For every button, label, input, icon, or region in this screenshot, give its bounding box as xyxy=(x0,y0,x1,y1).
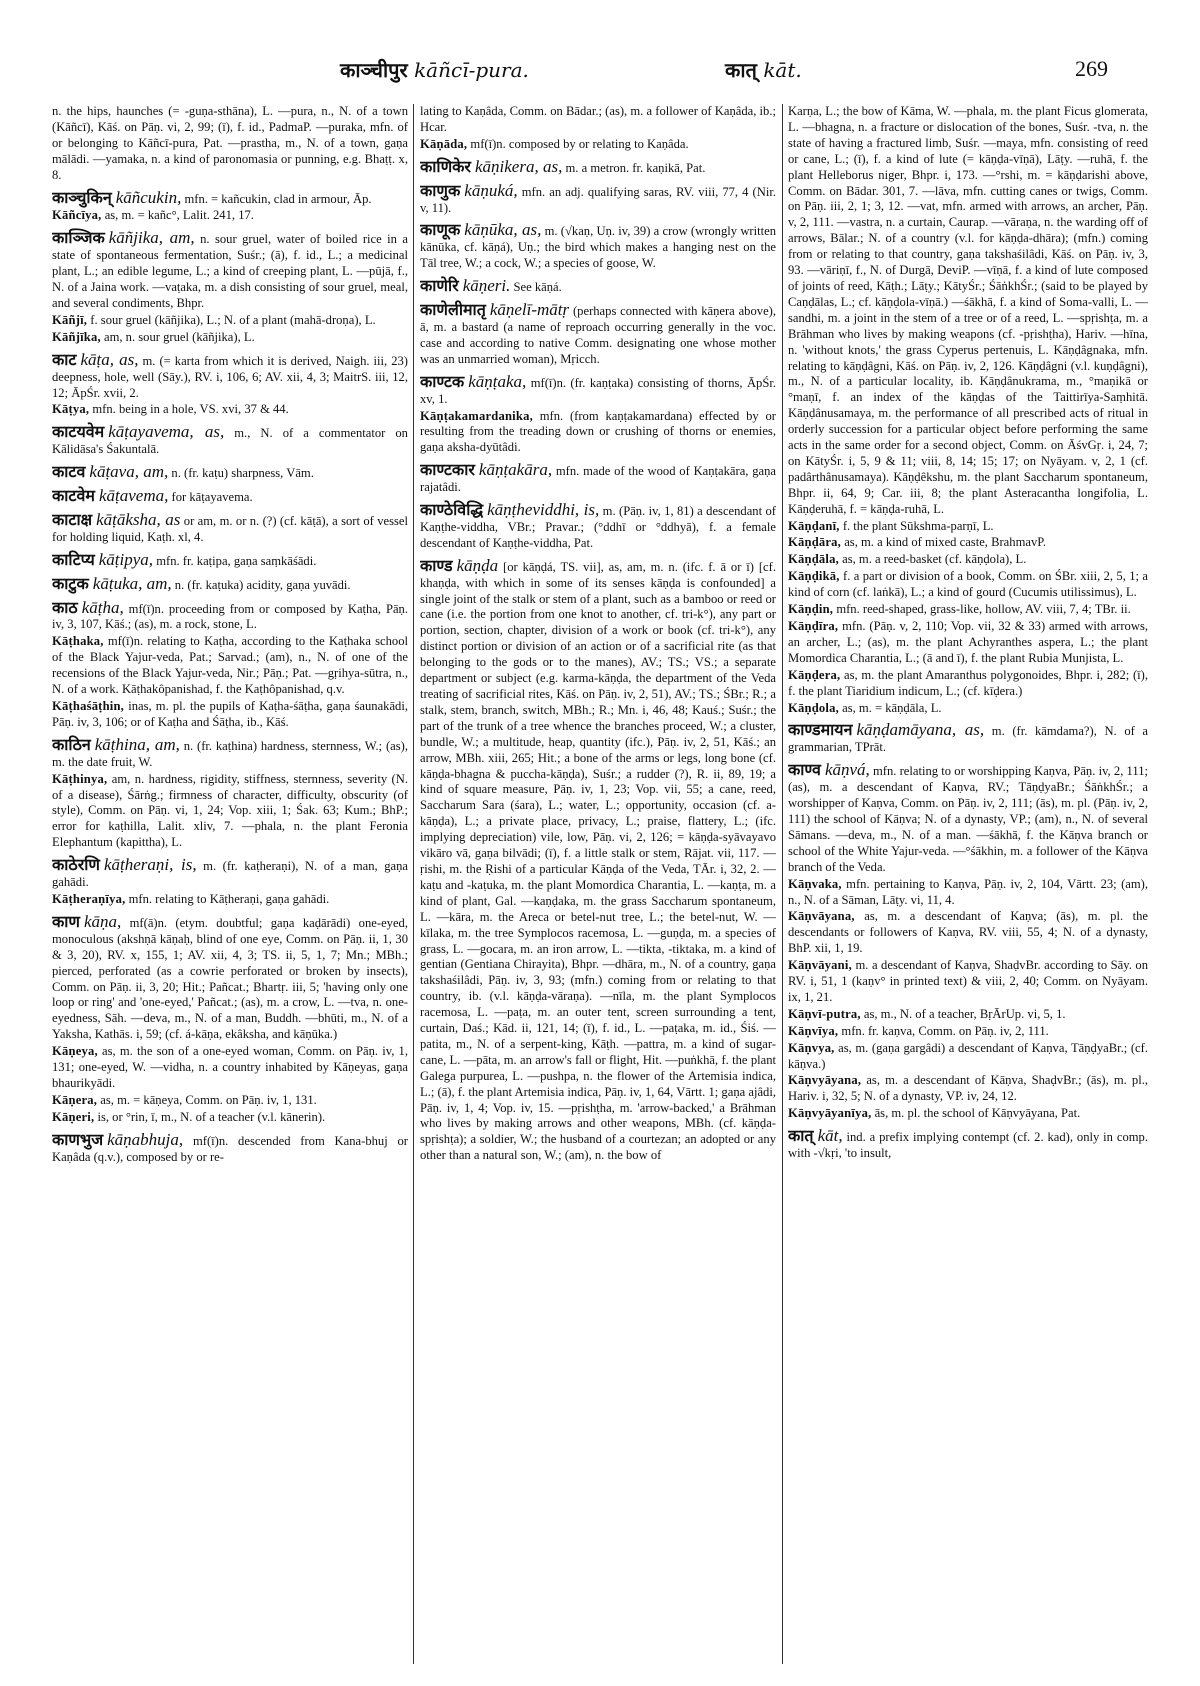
entry-headword-translit: kāñcukin, xyxy=(115,187,182,207)
entry-headword-devanagari: काटाक्ष xyxy=(52,509,93,529)
entry-headword-translit: kāṭa, as, xyxy=(80,349,139,369)
entry-headword-translit: kāṇṭaka, xyxy=(468,371,527,391)
dictionary-entry xyxy=(52,857,408,891)
entry-subheadword: Kāṇvyāyanīya, xyxy=(788,1106,872,1121)
entry-subheadword: Kāṭhaśāṭhin, xyxy=(52,699,125,713)
entry-headword-translit: kāṇikera, as, xyxy=(474,156,563,176)
entry-definition: as, m. (gaṇa gargâdi) a descendant of Kaṇva, TāṇḍyaBr.; (cf. kāṇva.) xyxy=(788,1040,1148,1071)
entry-headword-translit: kāṇūka, as, xyxy=(464,220,542,240)
entry-definition: m. a metron. fr. kaṇikā, Pat. xyxy=(565,160,706,175)
entry-subheadword: Kāṭheraṇīya, xyxy=(52,891,126,906)
dictionary-entry xyxy=(52,402,408,418)
entry-definition: as, m. the son of a one-eyed woman, Comm. on Pāṇ. iv, 1, 131; one-eyed, W. —vidha, n. a country inhabited by Kāṇeyas, gaṇa bhaurikyādi. xyxy=(52,1044,408,1090)
entry-headword-translit: kāṇḍamāyana, as, xyxy=(856,720,985,740)
entry-definition: mf(ī)n. relating to Kaṭha, according to the Kaṭhaka school of the Black Yajur-veda, Pat.; Sarvad.; (am), n., N. of one of the recensions of the Black Yajur-veda, Nir.; Pāṇ.; Pat. —gṛihya-sūtra, n., N. of a work. Kāṭhakôpanishad, f. the Kaṭhôpanishad, q.v. xyxy=(52,634,408,697)
entry-headword-devanagari: काणूक xyxy=(420,220,461,240)
entry-definition: mfn. relating to Kāṭheraṇi, gaṇa gahādi. xyxy=(128,891,330,906)
entry-subheadword: Kāñjīka, xyxy=(52,329,101,344)
entry-headword-translit: kāṭha, xyxy=(81,597,124,617)
entry-definition: as, m. a descendant of Kaṇva; (ās), m. pl. the descendants or followers of Kaṇva, RV. viii, 55, 4; N. of a dynasty, BhP. xii, 1, 19. xyxy=(788,909,1148,956)
entry-definition: Karṇa, L.; the bow of Kāma, W. —phala, m. the plant Ficus glomerata, L. —bhagna, n. a fracture or dislocation of the bones, Suśr. -tva, n. the state of having a fractured limb, Suśr. —maya, mfn. consisting of reed or cane, L.; (ī), f. a kind of lute (= kāṇḍa-vīṇā), Lāṭy. —ruhā, f. the plant Helleborus niger, Bhpr. i, 173. —°rshi, m. = kāṇḍarishi above, Comm. on Bādar. 301, 7. —lāva, mfn. cutting canes or twigs, Comm. on Pāṇ. iii, 2, 1; 3, 12. —vat, mfn. armed with arrows, an archer, Pāṇ. v, 2, 111. —vastra, n. a curtain, Caurap. —vāraṇa, n. the warding off of arrows, Bālar.; N. of a country (v.l. for kāṇḍa-dhāra); (mfn.) coming from or relating to that country, gaṇa takshaśilâdi, Kāś. on Pāṇ. iv, 3, 93. —vāriṇī, f., N. of Durgā, DeviP. —vīṇā, f. a kind of lute composed of joints of reed, Kāṭh.; Lāṭy.; KātyŚr.; ŚāṅkhŚr.; (said to be played by Caṇḍālas, L.; cf. kāṇḍola-vīṇā.) —śākhā, f. a kind of Soma-valli, L. —sandhi, m. a joint in the stem of a tree or of a reed, L. —spṛishṭa, m. a Brāhman who lives by making weapons (cf. -pṛishṭha), Hariv. —hīna, n. 'without knots,' the grass Cyperus pertenuis, L. Kāṇḍâgnaka, mfn. relating to kāṇḍâgni, Kāś. on Pāṇ. iv, 2, 126. Kāṇḍâgni (v.l. kuṇḍâgni), m., N. of a particular locality, ib. Kāṇḍânukrama, m., °maṇikā or °maṇī, f. an index of the kāṇḍas of the Taittirīya-Saṃhitā. Kāṇḍânusamaya, m. the performance of all prescribed acts of ritual in orderly succession for a particular object before performing the same acts in the same order for a second object, Comm. on ĀśvGṛ. i, 24, 7; on KātyŚr. i, 5, 9 & 11; viii, 8, 14; 15; 17; on Nyāyam. v, 2, 1 (cf. padârthânusamaya). Kāṇḍêkshu, m. the plant Saccharum spontaneum, Bhpr. ii, 64, 9; Car. iii, 8; the plant Asteracantha longifolia, L. Kāṇḍeruhā, f. = kāṇḍa-ruhā, L. xyxy=(788,104,1148,516)
dictionary-entry xyxy=(52,187,408,208)
running-head-left-devanagari: काञ्चीपुर xyxy=(340,58,408,82)
entry-definition: as, m. the plant Amaranthus polygonoides, Bhpr. i, 282; (ī), f. the plant Tiaridium indicum, L.; (cf. kīḍera.) xyxy=(788,667,1148,698)
dictionary-entry xyxy=(52,509,408,546)
entry-subheadword: Kāṇera, xyxy=(52,1092,98,1107)
entry-definition: mfn. (from kaṇṭakamardana) effected by or resulting from the treading down or crushing of thorns or enemies, gaṇa aksha-dyūtâdi. xyxy=(420,408,776,455)
entry-subheadword: Kāṇṭakamardanika, xyxy=(420,408,533,423)
dictionary-entry xyxy=(52,230,408,312)
entry-headword-translit: kāṇṭakāra, xyxy=(478,460,553,480)
entry-headword-devanagari: काटव xyxy=(52,462,86,482)
page-number: 269 xyxy=(1075,56,1108,81)
entry-definition: m. (Pāṇ. iv, 1, 81) a descendant of Kaṇṭhe-viddha, VBr.; Pravar.; (°ddhī or °ddhyā), f. a female descendant of Kaṇṭhe-viddha, Pat. xyxy=(420,504,776,550)
entry-definition: mf(ī)n. proceeding from or composed by Kaṭha, Pāṇ. iv, 3, 107, Kāś.; (as), m. a rock, stone, L. xyxy=(52,601,408,632)
dictionary-entry xyxy=(788,104,1148,518)
entry-headword-devanagari: काटयवेम xyxy=(52,422,105,442)
entry-headword-devanagari: काठिन xyxy=(52,734,91,754)
entry-subheadword: Kāṭya, xyxy=(52,402,90,417)
entry-definition: n. sour gruel, water of boiled rice in a state of spontaneous fermentation, Suśr.; (ā), f. id., L.; a medicinal plant, L.; an edible legume, L.; a kind of creeping plant, L. —pūjā, f., N. of a Jaina work. —vaṭaka, m. a dish consisting of sour gruel, meal, and several condiments, Bhpr. xyxy=(52,232,408,310)
dictionary-entry xyxy=(420,137,776,153)
entry-subheadword: Kāṇeri, xyxy=(52,1109,95,1124)
entry-headword-translit: kāṭāksha, as xyxy=(96,509,181,529)
entry-definition: n. the hips, haunches (= -guṇa-sthāna), L. —pura, n., N. of a town (Kāñcī), Kāś. on Pāṇ. vi, 2, 99; (ī), f. id., PadmaP. —puraka, mfn. of or belonging to Kāñcī-pura, Pat. —prastha, m., N. of a town, gaṇa mālādi. —yamaka, n. a kind of paronomasia or punning, e.g. Bhaṭṭ. x, 8. xyxy=(52,104,408,182)
entry-definition: as, m. a reed-basket (cf. kāṇḍola), L. xyxy=(842,552,1027,567)
dictionary-entry xyxy=(52,330,408,346)
entry-definition: mfn. relating to or worshipping Kaṇva, Pāṇ. iv, 2, 111; (as), m. a descendant of Kaṇva, RV.; TāṇḍyaBr.; ŚāṅkhŚr.; a worshipper of Kaṇva, Comm. on Pāṇ. iv, 2, 111; (ās), m. pl. (Pāṇ. iv, 2, 111) the school of Kāṇva; N. of a dynasty, VP.; (am), n., N. of several Sāmans. —deva, m., N. of a man. —śākhā, f. the Kāṇva branch or school of the White Yajur-veda. —°śākhin, m. a follower of the Kāṇva branch of the Veda. xyxy=(788,764,1148,874)
dictionary-entry xyxy=(52,634,408,698)
entry-definition: mfn. pertaining to Kaṇva, Pāṇ. iv, 2, 104, Vārtt. 23; (am), n., N. of a Sāman, Lāṭy. vi, 11, 4. xyxy=(788,876,1148,907)
dictionary-entry xyxy=(788,1073,1148,1105)
entry-headword-devanagari: काणिकेर xyxy=(420,156,471,176)
entry-definition: as, m. a descendant of Kāṇva, ShaḍvBr.; (ās), m. pl., Hariv. i, 32, 5; N. of a dynasty, VP. iv, 24, 12. xyxy=(788,1073,1148,1104)
entry-definition: n. (fr. kaṭu) sharpness, Vām. xyxy=(171,466,314,481)
entry-headword-translit: kāṇvá, xyxy=(824,760,870,780)
dictionary-entry xyxy=(788,1041,1148,1073)
column-2 xyxy=(420,104,776,1664)
entry-headword-translit: kāñjika, am, xyxy=(108,228,195,248)
dictionary-entry xyxy=(52,549,408,570)
entry-headword-devanagari: काञ्जिक xyxy=(52,228,105,248)
entry-subheadword: Kāṭhinya, xyxy=(52,771,108,786)
dictionary-entry xyxy=(788,619,1148,667)
entry-definition: mfn. an adj. qualifying saras, RV. viii, 77, 4 (Nir. v, 11). xyxy=(420,184,776,215)
entry-headword-devanagari: कात् xyxy=(788,1126,814,1146)
dictionary-entry xyxy=(420,278,776,296)
dictionary-entry xyxy=(52,573,408,594)
entry-definition: m. a descendant of Kaṇva, ShaḍvBr. according to Sāy. on RV. i, 51, 1 (kaṇv° in printed text) & viii, 2, 40; Comm. on Nyāyam. ix, 1, 21. xyxy=(788,958,1148,1004)
entry-headword-translit: kāṭuka, am, xyxy=(92,573,172,593)
dictionary-entry xyxy=(52,1093,408,1109)
entry-definition: m., N. of a commentator on Kālidāsa's Śakuntalā. xyxy=(52,426,408,457)
dictionary-entry xyxy=(52,424,408,458)
dictionary-entry xyxy=(52,772,408,852)
entry-headword-devanagari: काणुक xyxy=(420,180,461,200)
dictionary-entry xyxy=(420,104,776,136)
entry-subheadword: Kāṇeya, xyxy=(52,1044,98,1059)
entry-subheadword: Kāṇḍin, xyxy=(788,602,834,617)
dictionary-entry xyxy=(52,464,408,482)
dictionary-entry xyxy=(788,722,1148,756)
dictionary-entry xyxy=(52,1044,408,1092)
entry-definition: as, m. = kañc°, Lalit. 241, 17. xyxy=(104,208,254,223)
column-1 xyxy=(52,104,408,1664)
entry-headword-devanagari: काणेलीमातृ xyxy=(420,300,486,320)
entry-headword-translit: kāṇabhuja, xyxy=(107,1129,184,1149)
entry-headword-devanagari: काण्ठेविद्धि xyxy=(420,500,484,520)
entry-subheadword: Kāṇḍāra, xyxy=(788,535,842,550)
entry-definition: as, m., N. of a teacher, BṛĀrUp. vi, 5, 1. xyxy=(863,1006,1066,1021)
dictionary-entry xyxy=(420,156,776,177)
entry-definition: is, or °rin, ī, m., N. of a teacher (v.l. kānerin). xyxy=(97,1109,326,1124)
entry-headword-translit: kāṇa, xyxy=(84,911,122,931)
entry-headword-translit: kāt, xyxy=(817,1126,843,1146)
dictionary-entry xyxy=(52,313,408,329)
entry-definition: n. (fr. kaṭhina) hardness, sternness, W.; (as), m. the date fruit, W. xyxy=(52,738,408,769)
entry-subheadword: Kāṇvya, xyxy=(788,1040,835,1055)
entry-headword-devanagari: काटवेम xyxy=(52,486,95,506)
entry-definition: or am, m. or n. (?) (cf. kāṭā), a sort of vessel for holding liquid, Kaṭh. xl, 4. xyxy=(52,513,408,544)
entry-definition: mfn. fr. kaṇva, Comm. on Pāṇ. iv, 2, 111. xyxy=(841,1023,1049,1038)
entry-headword-translit: kāṇṭheviddhi, is, xyxy=(487,500,600,520)
entry-definition: mf(ā)n. (etym. doubtful; gaṇa kaḍārādi) one-eyed, monoculous (akshṇā kāṇaḥ, blind of one eye, Comm. on Pāṇ. ii, 1, 30 & 3, 20), RV. x, 155, 1; AV. xii, 4, 3; TS. ii, 5, 1, 7; Mn.; MBh.; pierced, perforated (as a cowrie perforated or broken by insects), Comm. on Pāṇ. ii, 3, 20; Hit.; Pañcat.; Bhartṛ. iii, 5; 'having only one loop or ring' and 'one-eyed,' Pañcat.; (as), m. a crow, L. —tva, n. one-eyedness, Sāh. —deva, m., N. of a man, Buddh. —bhūti, m., N. of a Yaksha, Kathās. i, 59; (cf. á-kāṇa, ekâksha, and kāṇūka.) xyxy=(52,915,408,1042)
dictionary-entry xyxy=(788,519,1148,535)
entry-definition: (perhaps connected with kāṇera above), ā, m. a bastard (a name of reproach occurring generally in the voc. case and according to native Comm. designating one whose mother was an unmarried woman), Mṛicch. xyxy=(420,304,776,366)
entry-headword-translit: kāṇelī-mātṛ xyxy=(489,300,570,320)
dictionary-entry xyxy=(52,597,408,634)
entry-definition: f. the plant Sūkshma-parṇī, L. xyxy=(842,518,994,533)
entry-subheadword: Kāṇvyāyana, xyxy=(788,1073,862,1088)
entry-headword-devanagari: काठेरणि xyxy=(52,855,100,875)
dictionary-entry xyxy=(420,222,776,272)
dictionary-entry xyxy=(52,104,408,184)
entry-definition: inas, m. pl. the pupils of Kaṭha-śāṭha, gaṇa śaunakādi, Pāṇ. iv, 3, 106; or of Kaṭha and Śāṭha, ib., Kāś. xyxy=(52,699,408,729)
entry-headword-translit: kāṭava, am, xyxy=(89,462,169,482)
dictionary-entry xyxy=(788,552,1148,568)
dictionary-entry xyxy=(788,602,1148,618)
dictionary-entry xyxy=(420,371,776,408)
dictionary-entry xyxy=(788,569,1148,601)
running-head-mid-devanagari: कात् xyxy=(725,58,757,82)
entry-definition: m. (= karta from which it is derived, Naigh. iii, 23) deepness, hole, well (Sāy.), RV. i, 106, 6; AV. xii, 4, 3; MaitrS. iii, 12, 12; ĀpŚr. xvii, 2. xyxy=(52,353,408,400)
entry-definition: mfn. (Pāṇ. v, 2, 110; Vop. vii, 32 & 33) armed with arrows, an archer, L.; (as), m. the plant Achyranthes aspera, L.; the plant Momordica Charantia, L.; (ā and ī), f. the plant Rubia Munjista, L. xyxy=(788,619,1148,665)
entry-definition: [or kāṇḍá, TS. vii], as, am, m. n. (ifc. f. ā or ī) [cf. khaṇḍa, with which in some of its senses kāṇḍa is confounded] a single joint of the stalk or stem of a plant, such as a bamboo or reed or cane (i.e. the portion from one knot to another, cf. tri-k°), any part or portion, section, chapter, division of a work or book (cf. tri-k°), any distinct portion or division of an action or of a sacrificial rite (as that belonging to the gods or to the manes), AV.; TS.; VS.; a separate department or subject (e.g. karma-kāṇḍa, the department of the Veda treating of sacrificial rites, Kāś. on Pāṇ. iv, 2, 51), AV.; TS.; ŚBr.; R.; a stalk, stem, branch, switch, MBh.; R.; Mn. i, 46, 48; Kauś.; Suśr.; the part of the trunk of a tree whence the branches proceed, W.; a cluster, bundle, W.; a multitude, heap, quantity (ifc.), Pāṇ. iv, 2, 51, Kāś.; an arrow, MBh. xiii, 265; Hit.; a bone of the arms or legs, long bone (cf. kāṇḍa-bhagna & puccha-kāṇḍa), Suśr.; a rudder (?), R. ii, 89, 19; a kind of square measure, Pāṇ. iv, 1, 23; Vop. vii, 55; a cane, reed, Saccharum Sara (śara), L.; water, L.; opportunity, occasion (cf. a-kāṇḍa), L.; a private place, privacy, L.; praise, flattery, L.; (ifc. implying depreciation) vile, low, Pāṇ. vi, 2, 126; = kāṇḍa-syāvayavo vikāro vā, gaṇa bilvādi; (ī), f. a little stalk or stem, Rājat. vii, 117. —ṛishi, m. the Ṛishi of a particular Kāṇḍa of the Veda, TĀr. i, 32, 2. —kaṭu and -kaṭuka, m. the plant Momordica Charantia, L. —kaṇṭa, m. a kind of plant, Gal. —kaṇḍaka, m. the grass Saccharum spontaneum, L. —kāra, m. the Areca or betel-nut tree, L.; the betel-nut, W. —kīlaka, m. the tree Symplocos racemosa, L. —guṇḍa, m. a species of grass, L. —gocara, m. an iron arrow, L. —tikta, -tiktaka, m. a kind of gentian (Gentiana Chirayita), Bhpr. —dhāra, m., N. of a country, gaṇa takshaśilâdi, Pāṇ. iv, 3, 93; (mfn.) coming from or relating to that country, ib. (v.l. kāṇḍa-vāraṇa). —nīla, m. the plant Symplocos racemosa, L. —paṭa, m. an outer tent, screen surrounding a tent, curtain, Daś.; Kād. ii, 121, 14; (ī), f. id., L. —paṭaka, m. id., Śiś. —patita, m., N. of a serpent-king, Kāṭh. —pattra, m. a kind of sugar-cane, L. —pāta, m. an arrow's fall or flight, Hit. —puṅkhā, f. the plant Galega purpurea, L. —pushpa, n. the flower of the Artemisia indica, L.; (ā), f. the plant Artemisia indica, Pāṇ. iv, 1, 64, Vārtt. 1; gaṇa ajâdi, Pāṇ. iv, 1, 4; Vop. iv, 15. —pṛishṭha, m. 'arrow-backed,' a Brāhman who lives by making arrows and other weapons, MBh. (cf. kāṇḍa-spṛishṭa); a soldier, W.; the husband of a courtezan; an adopted or any other than a natural son, W.; (am), n. the bow of xyxy=(420,559,776,1163)
entry-subheadword: Kāñcīya, xyxy=(52,208,102,223)
entry-subheadword: Kāṭhaka, xyxy=(52,634,104,649)
entry-headword-translit: kāṭayavema, as, xyxy=(108,422,225,442)
entry-subheadword: Kāṇvāyani, xyxy=(788,958,852,973)
entry-subheadword: Kāṇḍanī, xyxy=(788,518,840,533)
entry-definition: for kāṭayavema. xyxy=(171,490,253,505)
dictionary-entry xyxy=(52,892,408,908)
entry-headword-translit: kāṭavema, xyxy=(98,486,169,506)
dictionary-entry xyxy=(788,1007,1148,1023)
entry-definition: m. (√kaṇ, Uṇ. iv, 39) a crow (wrongly written kānūka, cf. kāṇá), Uṇ.; the bird which makes a hanging nest on the Tāl tree, W.; a cock, W.; a species of goose, W. xyxy=(420,224,776,271)
dictionary-entry xyxy=(52,349,408,402)
entry-headword-devanagari: काणेरि xyxy=(420,276,459,296)
dictionary-entry xyxy=(788,958,1148,1006)
entry-headword-translit: kāṭhina, am, xyxy=(94,734,180,754)
dictionary-entry xyxy=(52,699,408,731)
dictionary-entry xyxy=(788,1106,1148,1122)
entry-headword-translit: kāṭipya, xyxy=(98,549,154,569)
entry-subheadword: Kāṇvāyana, xyxy=(788,909,855,924)
dictionary-entry xyxy=(420,502,776,552)
dictionary-entry xyxy=(788,668,1148,700)
entry-subheadword: Kāṇvīya, xyxy=(788,1023,839,1038)
entry-definition: m. (fr. kāmdama?), N. of a grammarian, TPrāt. xyxy=(788,724,1148,755)
dictionary-entry xyxy=(420,555,776,1164)
entry-definition: n. (fr. kaṭuka) acidity, gaṇa yuvādi. xyxy=(174,577,351,592)
entry-headword-devanagari: काण्टक xyxy=(420,371,465,391)
entry-headword-devanagari: काञ्चुकिन् xyxy=(52,187,112,207)
dictionary-entry xyxy=(52,1129,408,1166)
entry-definition: m. (fr. kaṭheraṇi), N. of a man, gaṇa gahādi. xyxy=(52,859,408,890)
dictionary-entry xyxy=(788,762,1148,875)
dictionary-entry xyxy=(52,488,408,506)
dictionary-entry xyxy=(52,1110,408,1126)
entry-headword-translit: kāṇḍa xyxy=(456,555,499,575)
entry-definition: as, m. = kāṇeya, Comm. on Pāṇ. iv, 1, 131. xyxy=(100,1092,317,1107)
entry-definition: mfn. = kañcukin, clad in armour, Āp. xyxy=(184,191,372,206)
entry-subheadword: Kāṇḍikā, xyxy=(788,569,840,584)
entry-definition: am, n. sour gruel (kāñjika), L. xyxy=(104,329,255,344)
dictionary-entry xyxy=(788,535,1148,551)
column-3 xyxy=(788,104,1148,1664)
entry-headword-devanagari: काण्ड xyxy=(420,555,453,575)
entry-definition: ās, m. pl. the school of Kāṇvyāyana, Pat. xyxy=(874,1106,1081,1121)
entry-definition: as, m. a kind of mixed caste, BrahmavP. xyxy=(844,535,1047,550)
dictionary-entry xyxy=(788,877,1148,909)
dictionary-entry xyxy=(52,911,408,1043)
entry-definition: f. sour gruel (kāñjika), L.; N. of a plant (mahā-droṇa), L. xyxy=(90,312,376,327)
entry-definition: mf(ī)n. (fr. kaṇṭaka) consisting of thorns, ĀpŚr. xv, 1. xyxy=(420,375,776,406)
entry-definition: mfn. reed-shaped, grass-like, hollow, AV. viii, 7, 4; TBr. ii. xyxy=(836,602,1131,617)
entry-definition: See kāṇá. xyxy=(513,280,562,295)
dictionary-entry xyxy=(52,734,408,771)
dictionary-entry xyxy=(788,1128,1148,1162)
entry-subheadword: Kāṇḍera, xyxy=(788,667,841,682)
column-divider xyxy=(782,104,783,1664)
entry-definition: mfn. made of the wood of Kaṇṭakāra, gaṇa rajatâdi. xyxy=(420,464,776,495)
entry-headword-devanagari: काण्डमायन xyxy=(788,720,853,740)
entry-definition: mf(ī)n. descended from Kana-bhuj or Kaṇâda (q.v.), composed by or re- xyxy=(52,1133,408,1164)
entry-definition: mfn. fr. kaṭipa, gaṇa saṃkāśādi. xyxy=(156,553,317,568)
entry-definition: am, n. hardness, rigidity, stiffness, sternness, severity (N. of a disease), Śārṅg.; firmness of character, difficulty, obscurity (of style), Comm. on Pāṇ. vi, 1, 24; Vop. xiii, 1; Śak. 63; Kum.; BhP.; error for kaṭhilla, Lalit. xliv, 7. —phala, n. the plant Feronia Elephantum (kapittha), L. xyxy=(52,771,408,850)
entry-definition: as, m. = kāṇḍāla, L. xyxy=(842,700,942,715)
entry-headword-devanagari: काण्व xyxy=(788,760,821,780)
entry-headword-devanagari: काटिप्य xyxy=(52,549,95,569)
entry-headword-devanagari: काण xyxy=(52,911,81,931)
entry-definition: mf(ī)n. composed by or relating to Kaṇâda. xyxy=(470,136,689,151)
entry-definition: mfn. being in a hole, VS. xvi, 37 & 44. xyxy=(92,402,289,417)
dictionary-entry xyxy=(420,409,776,457)
running-head-left-translit: kāñcī-pura. xyxy=(414,58,529,82)
entry-headword-devanagari: काण्टकार xyxy=(420,460,475,480)
dictionary-entry xyxy=(788,1024,1148,1040)
entry-subheadword: Kāñjī, xyxy=(52,312,88,327)
dictionary-entry xyxy=(420,180,776,217)
running-head-mid-translit: kāt. xyxy=(763,58,802,82)
entry-subheadword: Kāṇḍīra, xyxy=(788,619,839,633)
running-head-left xyxy=(340,56,529,83)
entry-headword-translit: kāṇeri. xyxy=(462,276,511,296)
entry-subheadword: Kāṇḍāla, xyxy=(788,552,839,567)
dictionary-entry xyxy=(788,701,1148,717)
entry-subheadword: Kāṇvaka, xyxy=(788,876,842,891)
entry-headword-devanagari: काठ xyxy=(52,597,78,617)
entry-headword-devanagari: काटुक xyxy=(52,573,89,593)
entry-subheadword: Kāṇḍola, xyxy=(788,700,839,715)
dictionary-entry xyxy=(420,302,776,368)
entry-headword-translit: kāṭheraṇi, is, xyxy=(103,855,197,875)
entry-definition: ind. a prefix implying contempt (cf. 2. kad), only in comp. with -√kṛi, 'to insult, xyxy=(788,1130,1148,1161)
entry-definition: f. a part or division of a book, Comm. on ŚBr. xiii, 2, 5, 1; a kind of corn (cf. laṅkā), L.; a kind of gourd (Cucumis utilissimus), L. xyxy=(788,569,1148,600)
entry-headword-devanagari: काट xyxy=(52,349,77,369)
entry-definition: lating to Kaṇâda, Comm. on Bādar.; (as), m. a follower of Kaṇâda, ib.; Hcar. xyxy=(420,104,776,134)
entry-headword-devanagari: काणभुज xyxy=(52,1129,104,1149)
dictionary-entry xyxy=(420,462,776,496)
running-head xyxy=(0,56,1200,90)
dictionary-entry xyxy=(788,909,1148,957)
dictionary-entry xyxy=(52,208,408,224)
column-divider xyxy=(413,104,414,1664)
entry-subheadword: Kāṇvī-putra, xyxy=(788,1006,861,1021)
entry-subheadword: Kāṇāda, xyxy=(420,136,468,151)
running-head-middle xyxy=(725,56,802,83)
entry-headword-translit: kāṇuká, xyxy=(464,180,518,200)
